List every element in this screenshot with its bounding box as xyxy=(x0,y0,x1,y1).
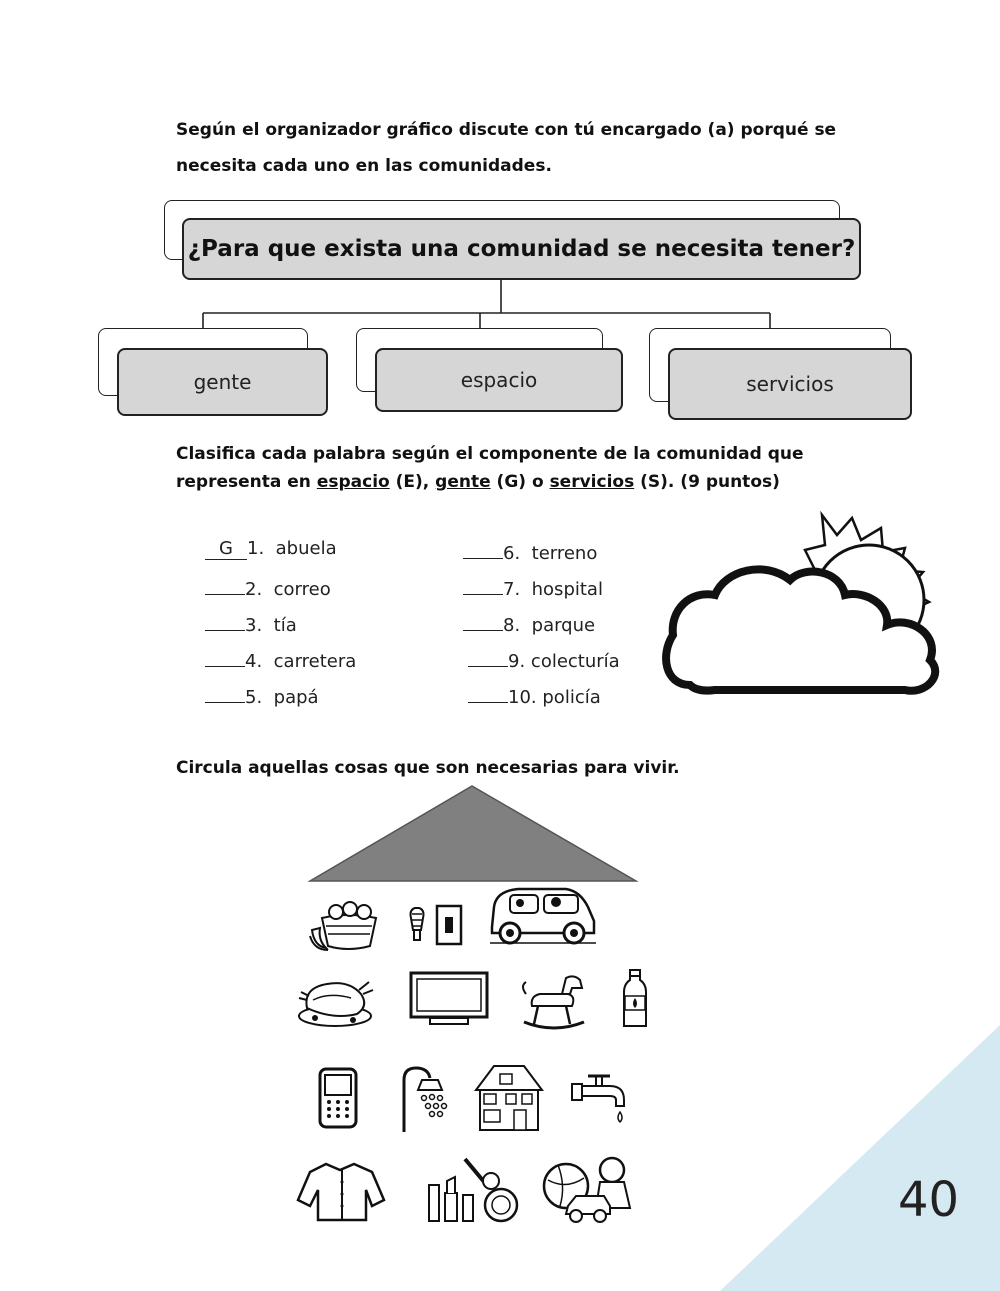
jacket-icon[interactable] xyxy=(296,1160,386,1224)
list-item xyxy=(463,574,620,610)
instruction-discuss-line2: necesita cada uno en las comunidades. xyxy=(176,156,552,176)
faucet-icon[interactable] xyxy=(570,1072,636,1128)
classify-s: (S). (9 puntos) xyxy=(634,472,780,492)
branch-espacio xyxy=(375,348,623,412)
instruction-circle: Circula aquellas cosas que son necesarias para vivir. xyxy=(176,758,680,778)
list-item xyxy=(205,538,356,574)
item-number: 5. xyxy=(245,687,263,708)
answer-blank[interactable] xyxy=(205,610,245,631)
item-number: 1. xyxy=(247,538,265,559)
light-switch-icon[interactable] xyxy=(405,900,465,950)
answer-blank[interactable] xyxy=(205,682,245,703)
classify-servicios: servicios xyxy=(549,472,635,492)
word-list-right xyxy=(463,538,620,718)
answer-blank[interactable] xyxy=(463,538,503,559)
item-number: 10. xyxy=(508,687,537,708)
classify-espacio: espacio xyxy=(316,472,390,492)
branch-espacio-label: espacio xyxy=(460,368,538,392)
instruction-classify-line2 xyxy=(176,468,956,496)
list-item xyxy=(205,610,356,646)
item-word: terreno xyxy=(531,543,598,564)
roast-turkey-icon[interactable] xyxy=(293,972,375,1030)
item-word: papá xyxy=(273,687,319,708)
car-icon[interactable] xyxy=(488,885,598,947)
fruit-basket-icon[interactable] xyxy=(308,900,384,952)
item-number: 3. xyxy=(245,615,263,636)
list-item xyxy=(463,538,620,574)
item-number: 9. xyxy=(508,651,526,672)
word-list-left xyxy=(205,538,356,718)
organizer-question: ¿Para que exista una comunidad se necesita tener? xyxy=(187,236,856,262)
page-number: 40 xyxy=(898,1172,960,1228)
instruction-classify-line1: Clasifica cada palabra según el componente de la comunidad que xyxy=(176,444,804,464)
television-icon[interactable] xyxy=(408,970,490,1030)
item-word: parque xyxy=(531,615,596,636)
branch-gente-label: gente xyxy=(193,370,252,394)
toys-icon[interactable] xyxy=(540,1150,644,1226)
cellphone-icon[interactable] xyxy=(316,1066,360,1130)
sun-cloud-icon xyxy=(655,510,965,710)
instruction-classify xyxy=(176,440,956,496)
item-word: correo xyxy=(273,579,331,600)
item-number: 2. xyxy=(245,579,263,600)
classify-g: (G) o xyxy=(490,472,550,492)
item-word: colecturía xyxy=(530,651,620,672)
shower-icon[interactable] xyxy=(398,1064,456,1134)
item-number: 6. xyxy=(503,543,521,564)
branch-servicios-label: servicios xyxy=(746,372,834,396)
answer-blank[interactable] xyxy=(468,646,508,667)
question-box xyxy=(182,218,861,280)
makeup-icon[interactable] xyxy=(425,1155,521,1225)
item-word: tía xyxy=(273,615,297,636)
branch-gente xyxy=(117,348,328,416)
water-bottle-icon[interactable] xyxy=(620,968,650,1030)
roof-icon xyxy=(300,780,650,890)
answer-blank[interactable] xyxy=(205,646,245,667)
item-number: 4. xyxy=(245,651,263,672)
classify-prefix: representa en xyxy=(176,472,317,492)
answer-blank[interactable]: G xyxy=(205,539,247,560)
classify-gente: gente xyxy=(435,472,491,492)
answer-blank[interactable] xyxy=(463,574,503,595)
classify-e: (E), xyxy=(389,472,436,492)
list-item xyxy=(205,682,356,718)
item-word: hospital xyxy=(531,579,603,600)
house-icon[interactable] xyxy=(472,1062,546,1132)
branch-servicios xyxy=(668,348,912,420)
item-number: 8. xyxy=(503,615,521,636)
item-number: 7. xyxy=(503,579,521,600)
answer-blank[interactable] xyxy=(468,682,508,703)
answer-blank[interactable] xyxy=(463,610,503,631)
item-word: abuela xyxy=(275,538,337,559)
list-item xyxy=(205,646,356,682)
rocking-horse-icon[interactable] xyxy=(518,972,590,1032)
list-item xyxy=(468,646,620,682)
answer-blank[interactable] xyxy=(205,574,245,595)
item-word: carretera xyxy=(273,651,357,672)
item-word: policía xyxy=(542,687,601,708)
list-item xyxy=(205,574,356,610)
list-item xyxy=(463,610,620,646)
list-item xyxy=(468,682,620,718)
instruction-discuss-line1: Según el organizador gráfico discute con tú encargado (a) porqué se xyxy=(176,120,837,140)
